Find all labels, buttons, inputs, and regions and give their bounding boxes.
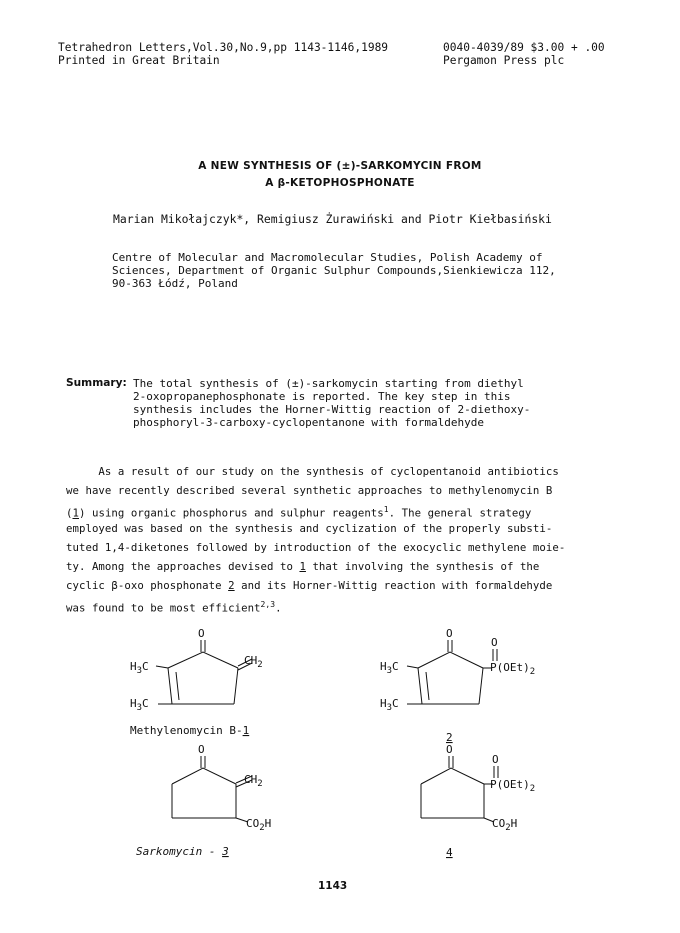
s4-oxygen-label: O — [446, 743, 453, 756]
page-number: 1143 — [318, 880, 348, 892]
s2-phosphonate-label: $P(OEt)_2$ — [490, 661, 536, 677]
s1-methyl-bottom-label: $H_3C$ — [130, 697, 149, 713]
body-line-1: As a result of our study on the synthesis of cyclopentanoid antibiotics — [66, 465, 559, 478]
caption-compound-2: 2 — [446, 731, 453, 744]
summary-line-3: synthesis includes the Horner-Wittig reaction of 2-diethoxy- — [133, 403, 531, 416]
s2-methyl-top-label: $H_3C$ — [380, 660, 399, 676]
body-line-5: tuted 1,4-diketones followed by introduction of the exocyclic methylene moie- — [66, 541, 566, 554]
body-line-8: was found to be most efficient$^{2,3}$. — [66, 600, 282, 615]
summary-line-4: phosphoryl-3-carboxy-cyclopentanone with formaldehyde — [133, 416, 484, 429]
s3-methylene-label: $CH_2$ — [244, 773, 263, 789]
s1-oxygen-label: O — [198, 627, 205, 640]
s4-phosphoryl-oxygen-label: O — [492, 753, 499, 766]
structure-ketophosphonate-2 — [407, 640, 497, 704]
affiliation-line-1: Centre of Molecular and Macromolecular Studies, Polish Academy of — [112, 251, 543, 264]
citation-superscript: 1 — [383, 505, 389, 514]
summary-line-2: 2-oxopropanephosphonate is reported. The key step in this — [133, 390, 511, 403]
structure-sarkomycin — [172, 756, 252, 822]
ref-compound-1: 1 — [299, 560, 306, 573]
ref-compound-2: 2 — [228, 579, 235, 592]
s4-carboxyl-label: $CO_2H$ — [492, 817, 518, 833]
price-code: 0040-4039/89 $3.00 + .00 — [443, 41, 605, 54]
body-line-2: we have recently described several synthetic approaches to methylenomycin B — [66, 484, 553, 497]
publisher: Pergamon Press plc — [443, 54, 565, 67]
summary-line-1: The total synthesis of (±)-sarkomycin starting from diethyl — [133, 377, 524, 390]
s4-phosphonate-label: $P(OEt)_2$ — [490, 778, 536, 794]
affiliation-line-2: Sciences, Department of Organic Sulphur Compounds,Sienkiewicza 112, — [112, 264, 556, 277]
citation-superscript: 2,3 — [260, 600, 276, 609]
body-line-3: (1) using organic phosphorus and sulphur reagents$^1$. The general strategy — [66, 505, 532, 520]
s1-methylene-label: $CH_2$ — [244, 654, 263, 670]
journal-citation: Tetrahedron Letters,Vol.30,No.9,pp 1143-1146,1989 — [58, 41, 389, 54]
body-line-4: employed was based on the synthesis and cyclization of the properly substi- — [66, 522, 553, 535]
s1-methyl-top-label: $H_3C$ — [130, 660, 149, 676]
ref-compound-1: 1 — [72, 506, 79, 520]
summary-label: Summary: — [66, 377, 127, 389]
s2-methyl-bottom-label: $H_3C$ — [380, 697, 399, 713]
caption-compound-4: 4 — [446, 846, 453, 859]
authors: Marian Mikołajczyk*, Remigiusz Żurawiński and Piotr Kiełbasiński — [113, 212, 552, 226]
caption-sarkomycin: Sarkomycin - 3 — [136, 845, 229, 858]
title-line-2: A β-KETOPHOSPHONATE — [265, 177, 415, 189]
s2-phosphoryl-oxygen-label: O — [491, 636, 498, 649]
caption-methylenomycin: Methylenomycin B-1 — [130, 724, 250, 737]
body-line-7: cyclic β-oxo phosphonate 2 and its Horner-Wittig reaction with formaldehyde — [66, 579, 553, 592]
structure-compound-4 — [421, 756, 498, 822]
s2-oxygen-label: O — [446, 627, 453, 640]
title-line-1: A NEW SYNTHESIS OF (±)-SARKOMYCIN FROM — [198, 160, 482, 172]
s3-carboxyl-label: $CO_2H$ — [246, 817, 272, 833]
structure-methylenomycin-b — [156, 640, 252, 704]
body-line-6: ty. Among the approaches devised to 1 that involving the synthesis of the — [66, 560, 540, 573]
affiliation-line-3: 90-363 Łódź, Poland — [112, 277, 238, 290]
printed-in: Printed in Great Britain — [58, 54, 220, 67]
s3-oxygen-label: O — [198, 743, 205, 756]
